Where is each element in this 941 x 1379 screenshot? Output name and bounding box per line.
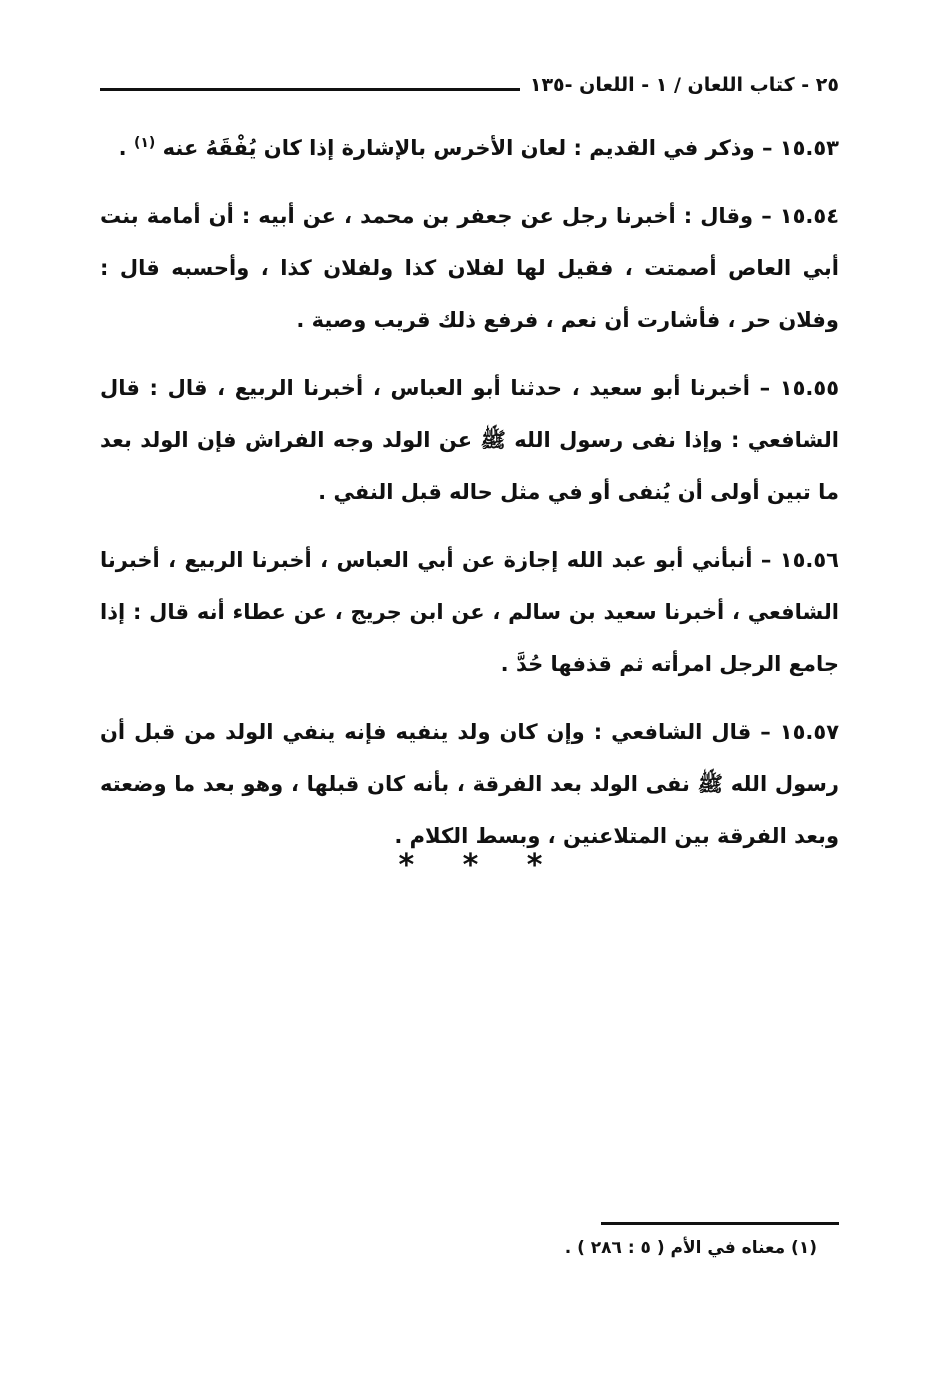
running-head-text: ٢٥ - كتاب اللعان / ١ - اللعان -١٣٥ — [529, 74, 839, 96]
paragraph-15-53 — [100, 122, 839, 174]
paragraph-text: أخبرنا أبو سعيد ، حدثنا أبو العباس ، أخبرنا الربيع ، قال : قال الشافعي : وإذا نفى رسول الله ﷺ عن الولد وجه الفراش فإن الولد بعد ما تبين أولى أن يُنفى أو في مثل حاله قبل النفي . — [100, 376, 839, 504]
paragraph-15-54 — [100, 190, 839, 346]
paragraph-number: ١٥.٥٣ – — [761, 136, 839, 160]
paragraph-text: وذكر في القديم : لعان الأخرس بالإشارة إذا كان يُفْقَهُ عنه — [162, 136, 755, 160]
paragraph-15-57 — [100, 706, 839, 862]
section-break-asterisks: * * * — [398, 848, 543, 883]
running-head — [100, 68, 839, 102]
footnote-reference[interactable]: (١) — [133, 135, 156, 151]
paragraph-text: أنبأني أبو عبد الله إجازة عن أبي العباس ، أخبرنا الربيع ، أخبرنا الشافعي ، أخبرنا سعيد بن سالم ، عن ابن جريج ، عن عطاء أنه قال : إذا جامع الرجل امرأته ثم قذفها حُدَّ . — [100, 548, 839, 676]
paragraph-15-55 — [100, 362, 839, 518]
running-head-rule — [100, 88, 520, 91]
paragraph-end: . — [118, 136, 134, 160]
paragraph-text: قال الشافعي : وإن كان ولد ينفيه فإنه ينفي الولد من قبل أن رسول الله ﷺ نفى الولد بعد الفرقة ، بأنه كان قبلها ، وهو بعد ما وضعته وبعد الفرقة بين المتلاعنين ، وبسط الكلام . — [100, 720, 839, 848]
main-text — [100, 122, 839, 878]
footnote-rule — [601, 1222, 839, 1225]
paragraph-number: ١٥.٥٧ – — [760, 720, 840, 744]
paragraph-number: ١٥.٥٦ – — [760, 548, 839, 572]
paragraph-15-56 — [100, 534, 839, 690]
paragraph-number: ١٥.٥٤ – — [761, 204, 840, 228]
paragraph-number: ١٥.٥٥ – — [759, 376, 840, 400]
footnote: (١) معناه في الأم ( ٥ : ٢٨٦ ) . — [564, 1238, 817, 1258]
paragraph-text: وقال : أخبرنا رجل عن جعفر بن محمد ، عن أبيه : أن أمامة بنت أبي العاص أصمتت ، فقيل لها لفلان كذا ولفلان كذا ، وأحسبه قال : وفلان حر ، فأشارت أن نعم ، فرفع ذلك قريب وصية . — [100, 204, 839, 332]
